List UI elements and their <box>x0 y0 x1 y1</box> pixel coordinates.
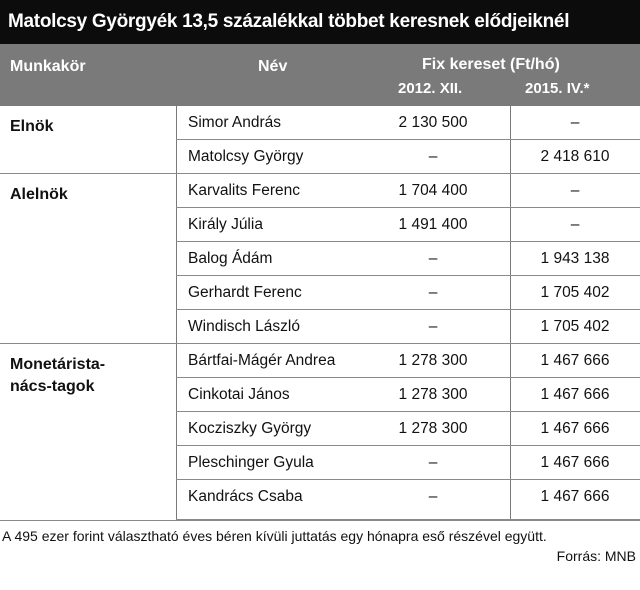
table-bottom-border <box>0 520 640 521</box>
table-row <box>176 310 640 344</box>
row-2012: – <box>428 284 438 301</box>
row-2015: 1 467 666 <box>540 386 610 403</box>
row-2015: – <box>570 114 580 131</box>
group-label-line: Monetárista- <box>10 356 106 373</box>
table-row <box>176 106 640 140</box>
row-name: Kandrács Csaba <box>188 488 303 505</box>
row-2015: 1 467 666 <box>540 352 610 369</box>
row-name: Balog Ádám <box>188 250 273 267</box>
table-header <box>0 44 640 106</box>
row-2015: 1 467 666 <box>540 420 610 437</box>
table-row <box>176 140 640 174</box>
group-divider <box>0 343 176 344</box>
row-name: Windisch László <box>188 318 300 335</box>
row-name: Király Júlia <box>188 216 263 233</box>
table-row <box>176 276 640 310</box>
row-name: Gerhardt Ferenc <box>188 284 302 301</box>
row-2015: 1 467 666 <box>540 488 610 505</box>
row-2012: – <box>428 454 438 471</box>
row-name: Pleschinger Gyula <box>188 454 314 471</box>
table-row <box>176 378 640 412</box>
source-credit: Forrás: MNB <box>556 548 636 564</box>
row-name: Simor András <box>188 114 282 131</box>
row-2015: 2 418 610 <box>540 148 610 165</box>
row-name: Kocziszky György <box>188 420 312 437</box>
table-row <box>176 242 640 276</box>
header-2012: 2012. XII. <box>398 80 463 97</box>
table-row <box>176 344 640 378</box>
row-name: Matolcsy György <box>188 148 304 165</box>
header-2015: 2015. IV.* <box>525 80 590 97</box>
row-2015: 1 705 402 <box>540 318 610 335</box>
row-name: Cinkotai János <box>188 386 290 403</box>
footnote: A 495 ezer forint választható éves béren kívüli juttatás egy hónapra eső részével együtt. <box>2 528 547 544</box>
row-2012: 1 278 300 <box>398 420 468 437</box>
row-2012: – <box>428 148 438 165</box>
row-name: Karvalits Ferenc <box>188 182 300 199</box>
table-row <box>176 480 640 520</box>
table-row <box>176 412 640 446</box>
group-label-elnok: Elnök <box>10 118 54 135</box>
row-2012: – <box>428 318 438 335</box>
group-label-alelnok: Alelnök <box>10 186 68 203</box>
row-2012: 1 704 400 <box>398 182 468 199</box>
group-divider <box>0 173 176 174</box>
row-2012: 2 130 500 <box>398 114 468 131</box>
row-2015: 1 705 402 <box>540 284 610 301</box>
row-name: Bártfai-Mágér Andrea <box>188 352 336 369</box>
header-name: Név <box>258 58 288 75</box>
group-label-line: nács-tagok <box>10 378 95 395</box>
row-2012: 1 278 300 <box>398 352 468 369</box>
group-label-monetaris <box>10 354 105 398</box>
row-2015: – <box>570 182 580 199</box>
page-title: Matolcsy Györgyék 13,5 százalékkal többet keresnek elődjeiknél <box>0 0 640 44</box>
row-2015: 1 943 138 <box>540 250 610 267</box>
header-salary: Fix kereset (Ft/hó) <box>422 56 560 73</box>
row-2015: 1 467 666 <box>540 454 610 471</box>
header-role: Munkakör <box>10 58 86 75</box>
row-2012: – <box>428 250 438 267</box>
row-2012: 1 278 300 <box>398 386 468 403</box>
row-2015: – <box>570 216 580 233</box>
table-row <box>176 174 640 208</box>
row-2012: 1 491 400 <box>398 216 468 233</box>
table-row <box>176 208 640 242</box>
row-2012: – <box>428 488 438 505</box>
table-row <box>176 446 640 480</box>
